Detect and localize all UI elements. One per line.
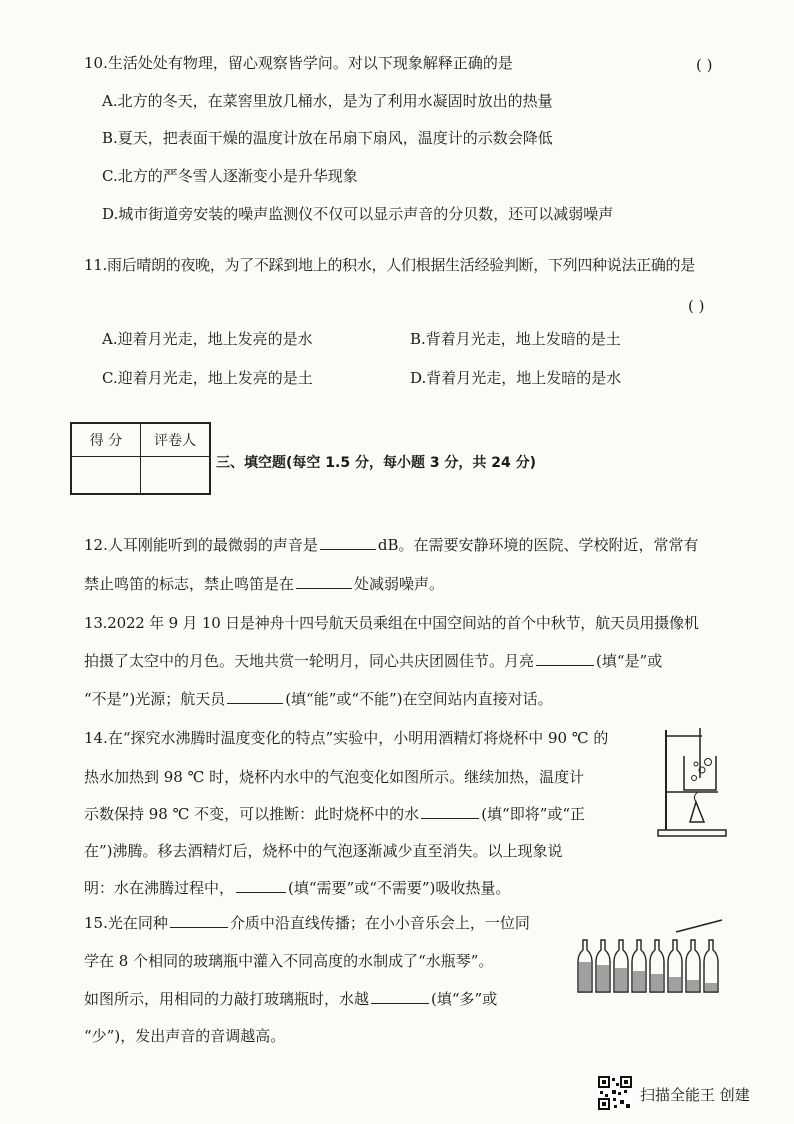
- q13-blank-1[interactable]: [536, 651, 594, 666]
- bubble: [692, 776, 697, 781]
- q14-line3: 示数保持 98 ℃ 不变，可以推断：此时烧杯中的水 (填“即将”或“正: [84, 805, 586, 823]
- section-3-heading: 三、填空题(每空 1.5 分，每小题 3 分，共 24 分): [216, 455, 537, 471]
- q15-blank-2[interactable]: [371, 989, 429, 1004]
- q15-line4: “少”)，发出声音的音调越高。: [84, 1027, 286, 1045]
- water-level: [651, 974, 663, 991]
- q14-line4: 在”)沸腾。移去酒精灯后，烧杯中的气泡逐渐减少直至消失。以上现象说: [84, 842, 563, 860]
- q10-option-d: D.城市街道旁安装的噪声监测仪不仅可以显示声音的分贝数，还可以减弱噪声: [102, 205, 614, 223]
- q13-line1: 13.2022 年 9 月 10 日是神舟十四号航天员乘组在中国空间站的首个中秋节，航天员用摄像机: [84, 614, 699, 632]
- q13-blank-2[interactable]: [227, 689, 283, 704]
- q11-option-a: A.迎着月光走，地上发亮的是水: [102, 330, 313, 348]
- alcohol-lamp: [690, 802, 704, 822]
- q13-line3: “不是”)光源；航天员 (填“能”或“不能”)在空间站内直接对话。: [84, 690, 553, 708]
- q11-option-d: D.背着月光走，地上发暗的是水: [410, 369, 622, 387]
- q14-blank-1[interactable]: [421, 804, 479, 819]
- q14-line2: 热水加热到 98 ℃ 时，烧杯内水中的气泡变化如图所示。继续加热，温度计: [84, 768, 585, 786]
- stand-base: [658, 830, 726, 836]
- q15-line2: 学在 8 个相同的玻璃瓶中灌入不同高度的水制成了“水瓶琴”。: [84, 952, 494, 970]
- water-bottles-figure: [572, 918, 732, 996]
- score-cell[interactable]: [71, 457, 141, 495]
- q10-option-b: B.夏天，把表面干燥的温度计放在吊扇下扇风，温度计的示数会降低: [102, 129, 553, 147]
- q15-line1: 15.光在同种 介质中沿直线传播；在小小音乐会上，一位同: [84, 914, 530, 932]
- mallet: [676, 920, 722, 932]
- score-table: [70, 422, 211, 495]
- boiling-apparatus-figure: [652, 722, 732, 842]
- q11-option-c: C.迎着月光走，地上发亮的是土: [102, 369, 313, 387]
- water-level: [597, 965, 609, 991]
- bubble: [705, 759, 712, 766]
- water-level: [615, 968, 627, 991]
- q14-blank-2[interactable]: [236, 878, 286, 893]
- water-level: [579, 962, 591, 991]
- grader-cell[interactable]: [141, 457, 211, 495]
- water-level: [687, 980, 699, 991]
- water-level: [633, 971, 645, 991]
- q15-blank-1[interactable]: [170, 913, 228, 928]
- q10-option-c: C.北方的严冬雪人逐渐变小是升华现象: [102, 167, 358, 185]
- q14-line1: 14.在“探究水沸腾时温度变化的特点”实验中，小明用酒精灯将烧杯中 90 ℃ 的: [84, 729, 609, 747]
- q15-line3: 如图所示，用相同的力敲打玻璃瓶时，水越 (填“多”或: [84, 990, 498, 1008]
- q14-line5: 明：水在沸腾过程中， (填“需要”或“不需要”)吸收热量。: [84, 879, 511, 897]
- grader-header: 评卷人: [141, 423, 211, 457]
- q10-option-a: A.北方的冬天，在菜窖里放几桶水，是为了利用水凝固时放出的热量: [102, 92, 553, 110]
- q13-line2: 拍摄了太空中的月色。天地共赏一轮明月，同心共庆团圆佳节。月亮 (填“是”或: [84, 652, 663, 670]
- q10-answer-paren: ( ): [696, 56, 713, 74]
- q12-line1: 12.人耳刚能听到的最微弱的声音是 dB。在需要安静环境的医院、学校附近，常常有: [84, 536, 699, 554]
- q11-option-b: B.背着月光走，地上发暗的是土: [410, 330, 621, 348]
- q11-stem: 11.雨后晴朗的夜晚，为了不踩到地上的积水，人们根据生活经验判断，下列四种说法正确的是: [84, 256, 695, 274]
- water-level: [705, 983, 717, 991]
- q11-answer-paren: ( ): [688, 297, 705, 315]
- q12-blank-1[interactable]: [320, 535, 376, 550]
- bubble: [694, 762, 698, 766]
- q12-blank-2[interactable]: [296, 574, 352, 589]
- score-header: 得 分: [71, 423, 141, 457]
- water-level: [669, 977, 681, 991]
- scanner-watermark: 扫描全能王 创建: [640, 1086, 750, 1104]
- qr-code-icon: [598, 1076, 632, 1110]
- q10-stem: 10.生活处处有物理，留心观察皆学问。对以下现象解释正确的是: [84, 54, 513, 72]
- q12-line2: 禁止鸣笛的标志，禁止鸣笛是在 处减弱噪声。: [84, 575, 445, 593]
